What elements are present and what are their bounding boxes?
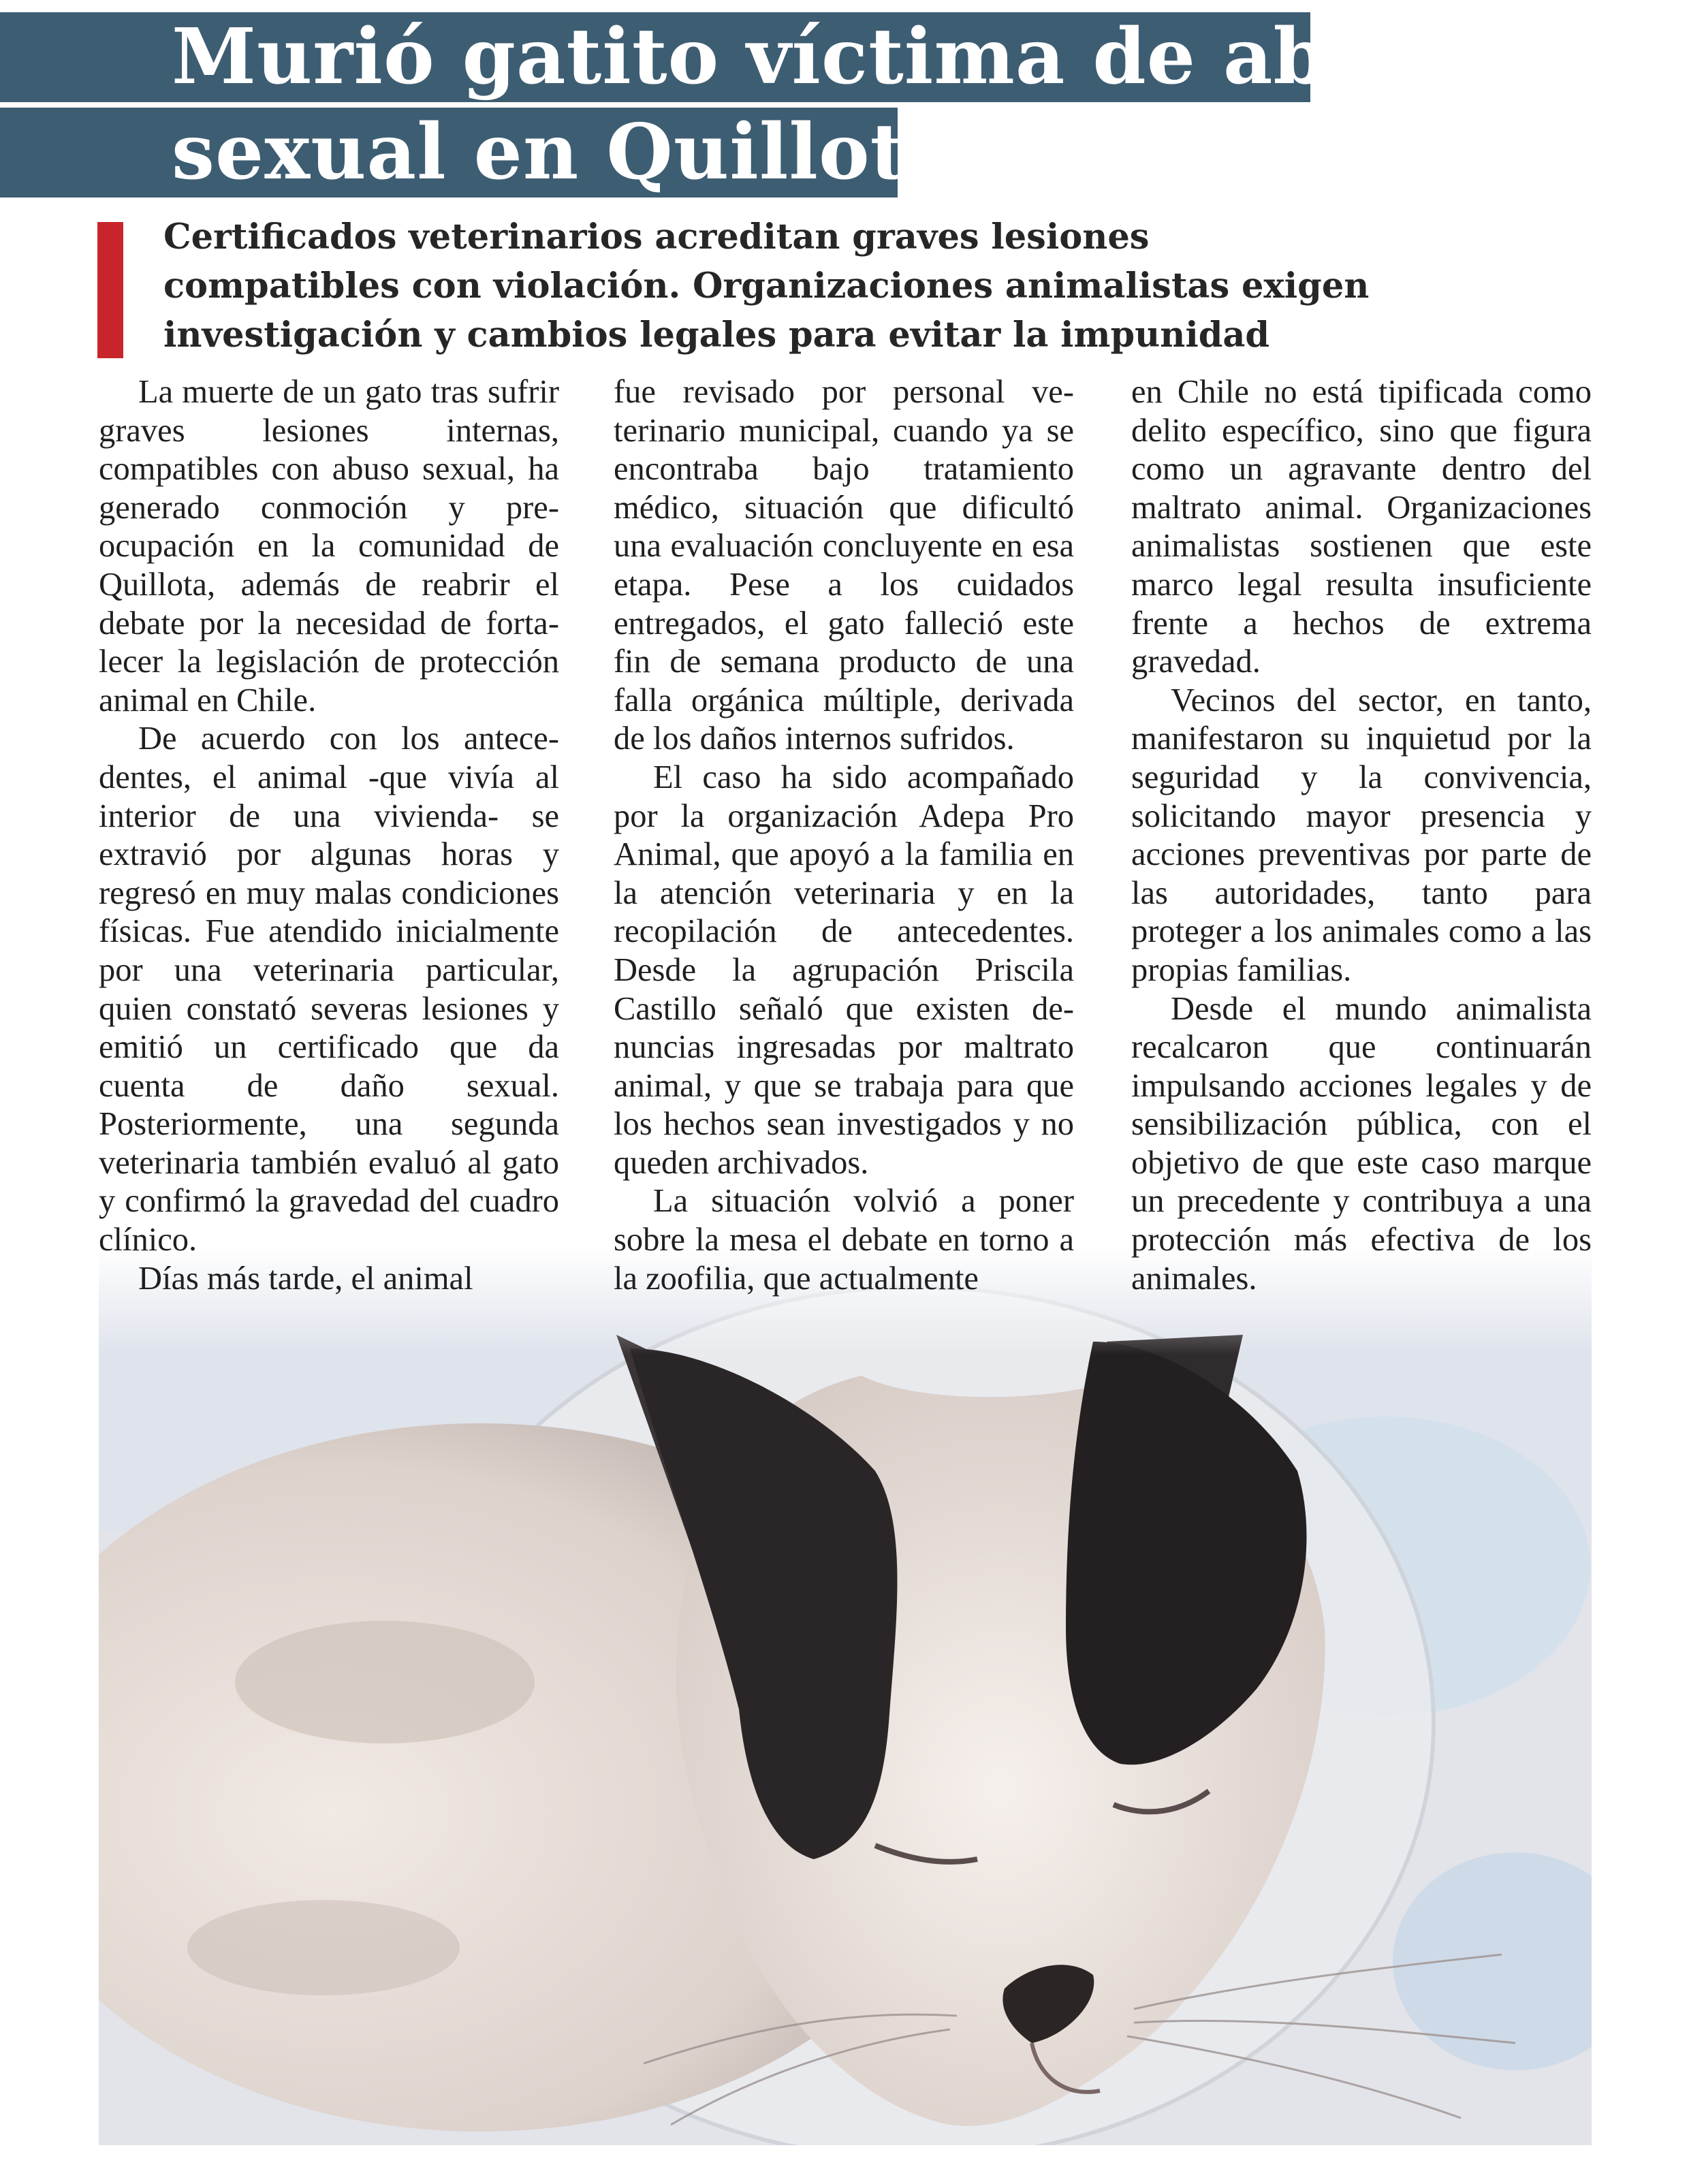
article-column-1	[99, 373, 559, 1298]
paragraph: en Chile no está tipificada como delito específico, sino que figura como un agravante dentro del maltrato animal. Organizaciones animalistas sostienen que este marco legal resulta insuficiente frente a hechos de extrema gravedad.	[1131, 374, 1592, 680]
paragraph: De acuerdo con los antecedentes, el animal -que vivía al interior de una vivienda- se extravió por algunas horas y regresó en muy malas condiciones físicas. Fue atendido inicialmente por una veterinaria particular, quien constató severas lesiones y emitió un certificado que da cuenta de daño sexual. Posteriormente, una segunda veterinaria también evaluó al gato y confirmó la gravedad del cuadro clínico.	[99, 721, 559, 1259]
paragraph: Desde el mundo animalista recalcaron que continuarán impulsando acciones legales y de sensibilización pública, con el objetivo de que este caso marque un precedente y contribuya a una protección más efectiva de los animales.	[1131, 990, 1592, 1297]
article-body	[99, 373, 1592, 1313]
cat-illustration	[99, 1246, 1592, 2145]
article-column-2	[614, 373, 1074, 1298]
subheadline: Certificados veterinarios acreditan graves lesiones compatibles con violación. Organizaciones animalistas exigen investigación y cambios legales para evitar la impunidad	[163, 217, 1370, 355]
paragraph: fue revisado por personal veterinario municipal, cuando ya se encontraba bajo tratamiento médico, situación que dificultó una evaluación concluyente en esa etapa. Pese a los cuidados entregados, el gato falleció este fin de semana producto de una falla orgánica múltiple, derivada de los daños internos sufridos.	[614, 374, 1074, 757]
paragraph: Vecinos del sector, en tanto, manifestaron su inquietud por la seguridad y la convivencia, solicitando mayor presencia y acciones preventivas por parte de las autoridades, tanto para proteger a los animales como a las propias familias.	[1131, 682, 1592, 988]
subheadline-accent-bar	[97, 222, 123, 358]
paragraph: La situación volvió a poner sobre la mesa el debate en torno a la zoofilia, que actualmente	[614, 1183, 1074, 1297]
article-column-3	[1131, 373, 1592, 1298]
cat-photo	[99, 1246, 1592, 2145]
paragraph: El caso ha sido acompañado por la organización Adepa Pro Animal, que apoyó a la familia en la atención veterinaria y en la recopilación de antecedentes. Desde la agrupación Priscila Castillo señaló que existen denuncias ingresadas por maltrato animal, y que se trabaja para que los hechos sean investigados y no queden archivados.	[614, 759, 1074, 1181]
paragraph: La muerte de un gato tras sufrir graves lesiones internas, compatibles con abuso sexual, ha generado conmoción y preocupación en la comunidad de Quillota, además de reabrir el debate por la necesidad de fortalecer la legislación de protección animal en Chile.	[99, 374, 559, 718]
paragraph: Días más tarde, el animal	[138, 1260, 473, 1297]
headline-line-2: sexual en Quillota	[172, 108, 956, 197]
headline-line-1: Murió gatito víctima de abuso	[172, 12, 1479, 101]
